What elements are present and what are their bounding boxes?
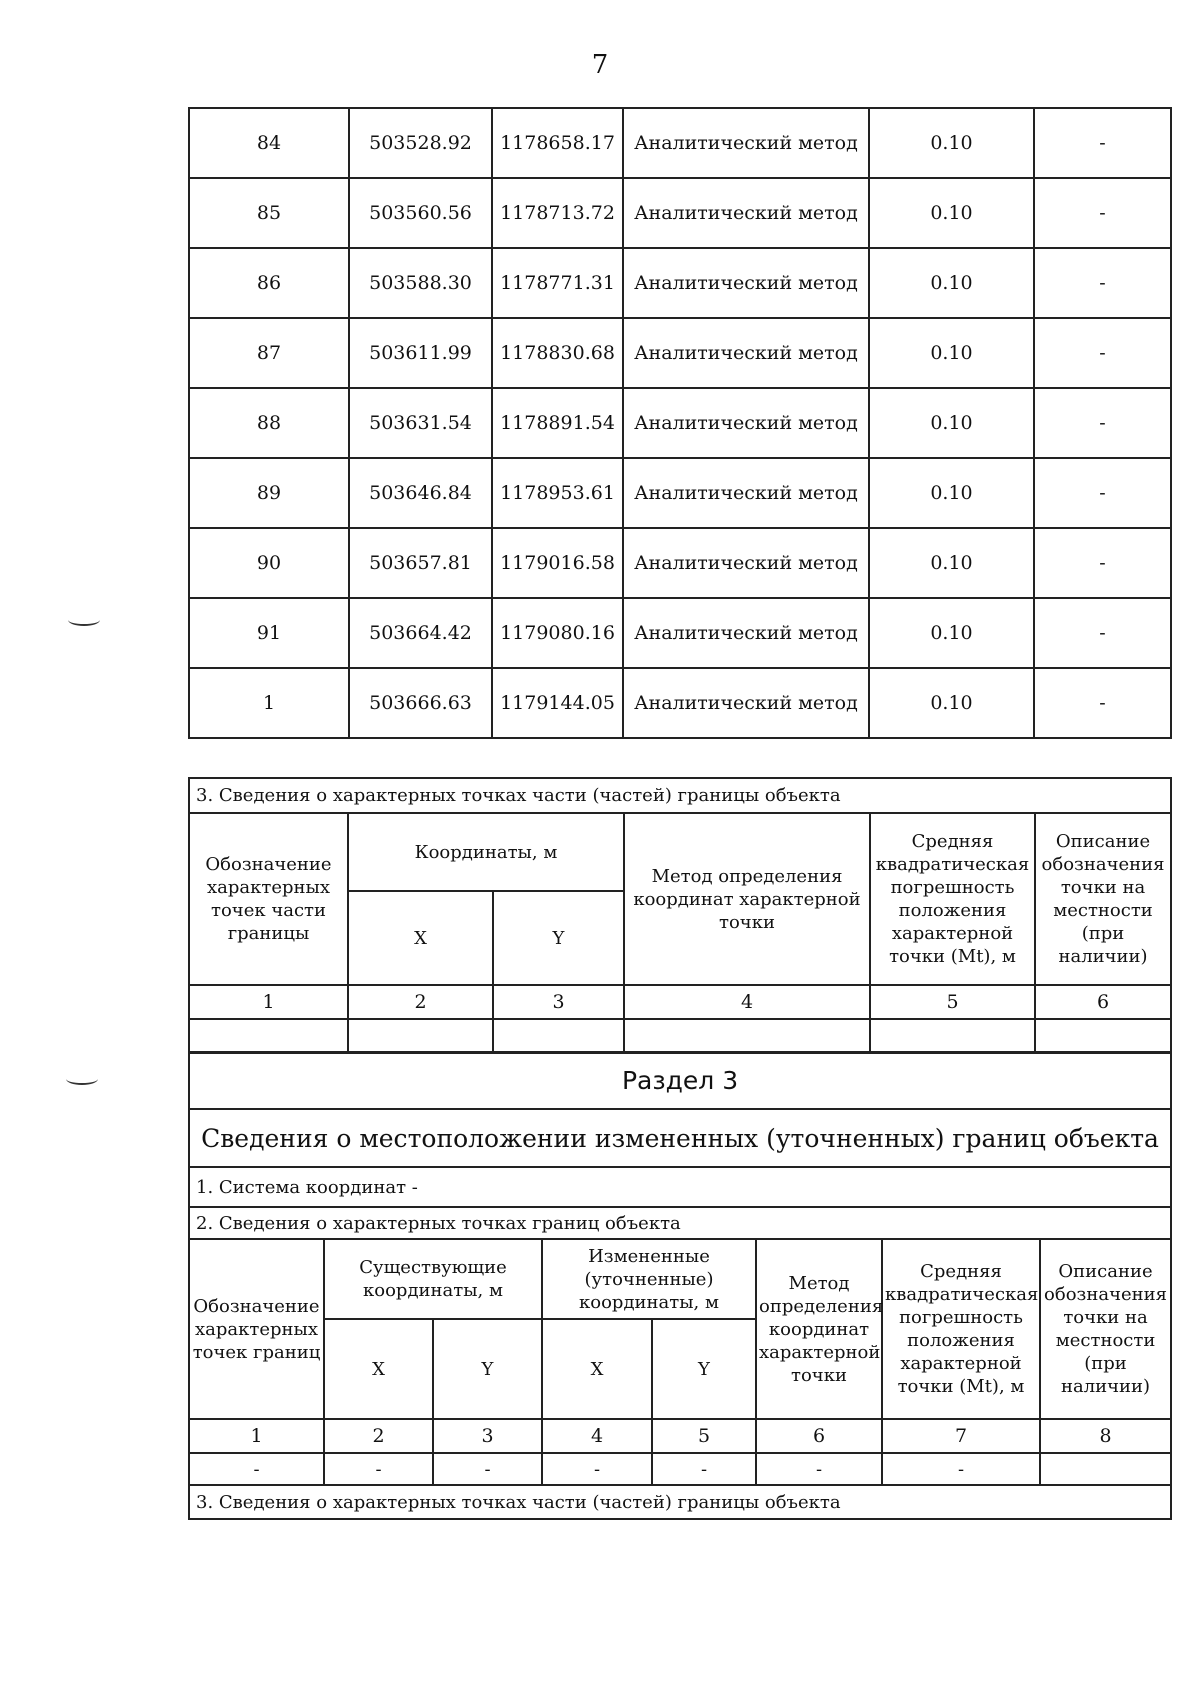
empty-value: - [882,1453,1040,1485]
cell-point: 89 [189,458,349,528]
column-number: 2 [348,985,493,1019]
section3-table [188,1051,1172,1520]
cell-method: Аналитический метод [623,668,869,738]
cell-description: - [1034,178,1171,248]
scan-mark [66,1073,98,1085]
cell-y: 1178771.31 [492,248,623,318]
cell-point: 90 [189,528,349,598]
empty-value: - [652,1453,756,1485]
table-row [189,318,1171,388]
cell-mt: 0.10 [869,668,1034,738]
empty-value: - [756,1453,882,1485]
cell-point: 84 [189,108,349,178]
header-y: Y [433,1319,542,1419]
section-subtitle: Сведения о местоположении измененных (уточненных) границ объекта [189,1109,1171,1167]
cell-point: 1 [189,668,349,738]
column-number: 6 [756,1419,882,1453]
cell-point: 87 [189,318,349,388]
table-row [189,528,1171,598]
cell-description: - [1034,108,1171,178]
empty-value: - [324,1453,433,1485]
cell-point: 91 [189,598,349,668]
cell-y: 1179080.16 [492,598,623,668]
cell-y: 1178830.68 [492,318,623,388]
cell-x: 503588.30 [349,248,492,318]
table-row [189,178,1171,248]
header-y: Y [652,1319,756,1419]
header-method: Метод определения координат характерной точки [624,813,870,985]
part-points-table [188,777,1172,1054]
column-number: 3 [433,1419,542,1453]
page-number: 7 [591,50,609,80]
header-method: Метод определения координат характерной точки [756,1239,882,1419]
empty-cell [348,1019,493,1053]
header-description: Описание обозначения точки на местности (при наличии) [1040,1239,1171,1419]
cell-x: 503657.81 [349,528,492,598]
empty-cell [624,1019,870,1053]
cell-method: Аналитический метод [623,318,869,388]
column-number: 7 [882,1419,1040,1453]
empty-value: - [542,1453,652,1485]
column-number: 2 [324,1419,433,1453]
cell-x: 503528.92 [349,108,492,178]
cell-mt: 0.10 [869,528,1034,598]
points-title: 2. Сведения о характерных точках границ объекта [189,1207,1171,1239]
column-number: 8 [1040,1419,1171,1453]
cell-description: - [1034,388,1171,458]
header-x: X [348,891,493,985]
cell-mt: 0.10 [869,108,1034,178]
cell-y: 1179016.58 [492,528,623,598]
column-number: 1 [189,1419,324,1453]
cell-method: Аналитический метод [623,598,869,668]
header-x: X [542,1319,652,1419]
column-number: 3 [493,985,624,1019]
cell-y: 1178713.72 [492,178,623,248]
header-coordinates: Координаты, м [348,813,624,891]
empty-cell [189,1019,348,1053]
cell-x: 503666.63 [349,668,492,738]
empty-value: - [189,1453,324,1485]
table-row [189,248,1171,318]
scan-mark [68,614,100,626]
cell-x: 503631.54 [349,388,492,458]
header-y: Y [493,891,624,985]
empty-cell [1035,1019,1171,1053]
cell-method: Аналитический метод [623,248,869,318]
cell-mt: 0.10 [869,598,1034,668]
header-x: X [324,1319,433,1419]
cell-point: 86 [189,248,349,318]
column-number: 5 [652,1419,756,1453]
coordinate-system: 1. Система координат - [189,1167,1171,1207]
header-mt: Средняя квадратическая погрешность положения характерной точки (Mt), м [882,1239,1040,1419]
cell-description: - [1034,528,1171,598]
cell-method: Аналитический метод [623,178,869,248]
table-row [189,668,1171,738]
cell-x: 503646.84 [349,458,492,528]
cell-description: - [1034,668,1171,738]
cell-description: - [1034,318,1171,388]
cell-point: 85 [189,178,349,248]
header-mt: Средняя квадратическая погрешность положения характерной точки (Mt), м [870,813,1035,985]
cell-point: 88 [189,388,349,458]
header-changed: Измененные (уточненные) координаты, м [542,1239,756,1319]
table-row [189,598,1171,668]
points-table [188,107,1172,739]
cell-y: 1178658.17 [492,108,623,178]
cell-mt: 0.10 [869,458,1034,528]
cell-x: 503611.99 [349,318,492,388]
cell-y: 1178891.54 [492,388,623,458]
column-number: 4 [624,985,870,1019]
cell-method: Аналитический метод [623,458,869,528]
header-designation: Обозначение характерных точек границ [189,1239,324,1419]
column-number: 1 [189,985,348,1019]
cell-method: Аналитический метод [623,388,869,458]
header-description: Описание обозначения точки на местности (при наличии) [1035,813,1171,985]
empty-value: - [433,1453,542,1485]
part-points-title: 3. Сведения о характерных точках части (частей) границы объекта [189,778,1171,813]
cell-description: - [1034,598,1171,668]
column-number: 6 [1035,985,1171,1019]
cell-y: 1178953.61 [492,458,623,528]
part-points-title: 3. Сведения о характерных точках части (частей) границы объекта [189,1485,1171,1519]
table-row [189,458,1171,528]
section-title: Раздел 3 [189,1052,1171,1109]
cell-x: 503664.42 [349,598,492,668]
header-existing: Существующие координаты, м [324,1239,542,1319]
cell-x: 503560.56 [349,178,492,248]
cell-method: Аналитический метод [623,108,869,178]
column-number: 5 [870,985,1035,1019]
header-designation: Обозначение характерных точек части границы [189,813,348,985]
cell-description: - [1034,458,1171,528]
column-number: 4 [542,1419,652,1453]
cell-mt: 0.10 [869,248,1034,318]
cell-mt: 0.10 [869,178,1034,248]
empty-cell [493,1019,624,1053]
table-row [189,388,1171,458]
cell-y: 1179144.05 [492,668,623,738]
cell-mt: 0.10 [869,388,1034,458]
cell-mt: 0.10 [869,318,1034,388]
empty-value [1040,1453,1171,1485]
cell-method: Аналитический метод [623,528,869,598]
cell-description: - [1034,248,1171,318]
empty-cell [870,1019,1035,1053]
table-row [189,108,1171,178]
